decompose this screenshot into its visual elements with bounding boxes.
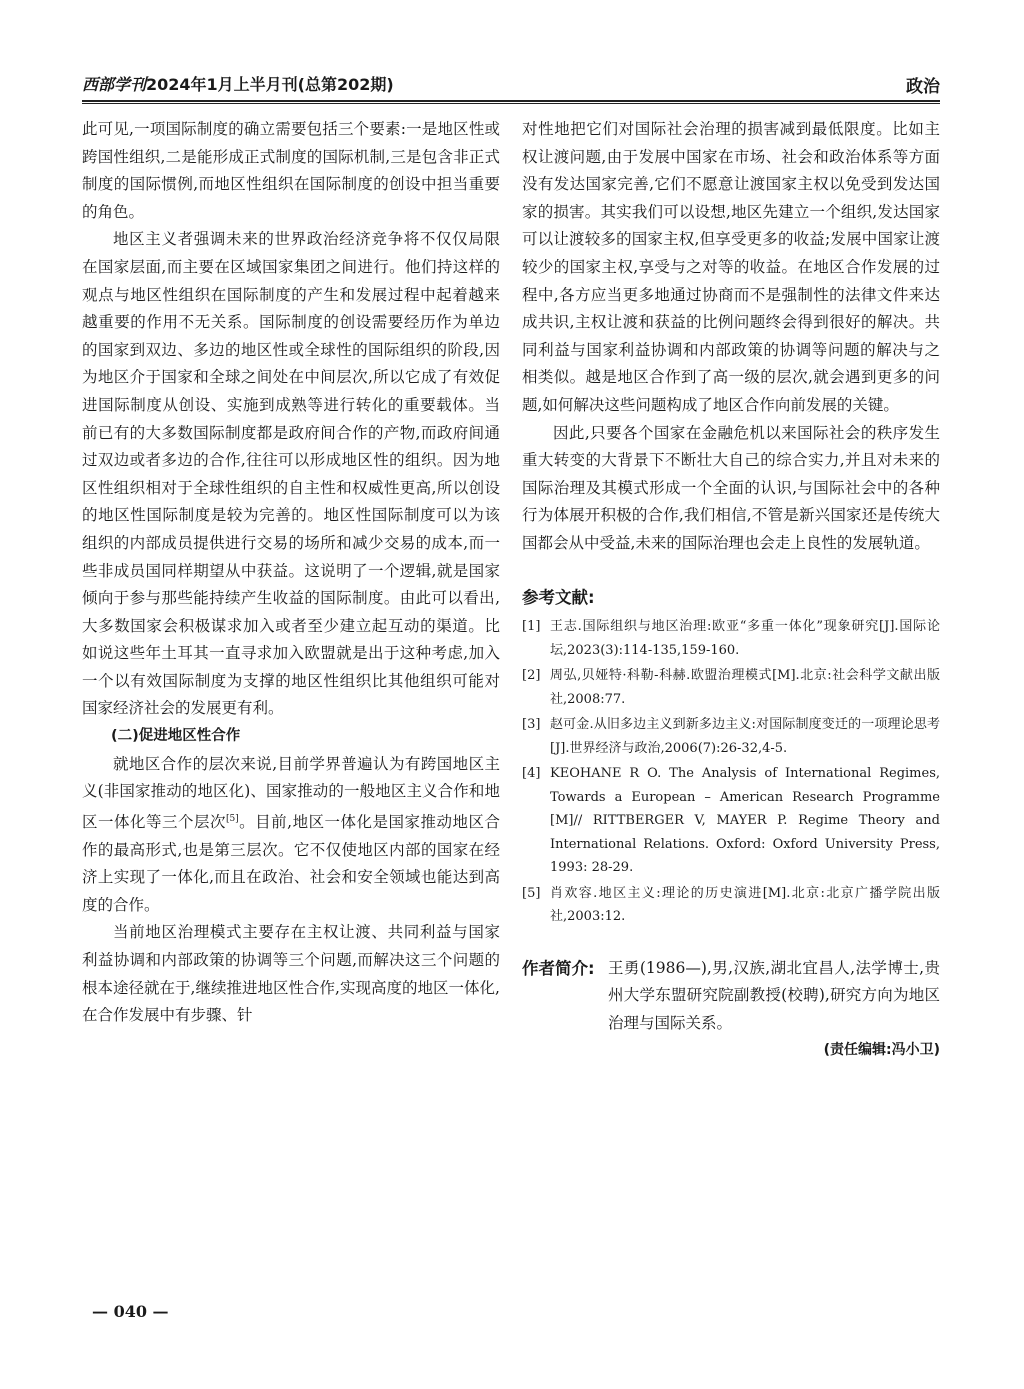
right-column [522, 116, 940, 1063]
reference-text: 王志.国际组织与地区治理:欧亚“多重一体化”现象研究[J].国际论坛,2023(3):114-135,159-160. [550, 619, 940, 658]
journal-issue: 2024年1月上半月刊(总第202期) [146, 75, 394, 94]
author-bio-label: 作者简介: [522, 958, 595, 978]
reference-item [522, 882, 940, 929]
reference-item [522, 615, 940, 662]
reference-text: 赵可金.从旧多边主义到新多边主义:对国际制度变迁的一项理论思考[J].世界经济与政治,2006(7):26-32,4-5. [550, 717, 940, 756]
paragraph: 地区主义者强调未来的世界政治经济竞争将不仅仅局限在国家层面,而主要在区域国家集团之间进行。他们持这样的观点与地区性组织在国际制度的产生和发展过程中起着越来越重要的作用不无关系。国际制度的创设需要经历作为单边的国家到双边、多边的地区性或全球性的国际组织的阶段,因为地区介于国家和全球之间处在中间层次,所以它成了有效促进国际制度从创设、实施到成熟等进行转化的重要载体。当前已有的大多数国际制度都是政府间合作的产物,而政府间通过双边或者多边的合作,往往可以形成地区性的组织。因为地区性组织相对于全球性组织的自主性和权威性更高,所以创设的地区性国际制度是较为完善的。地区性国际制度可以为该组织的内部成员提供进行交易的场所和减少交易的成本,而一些非成员国同样期望从中获益。这说明了一个逻辑,就是国家倾向于参与那些能持续产生收益的国际制度。由此可以看出,大多数国家会积极谋求加入或者至少建立起互动的渠道。比如说这些年土耳其一直寻求加入欧盟就是出于这种考虑,加入一个以有效国际制度为支撑的地区性组织比其他组织可能对国家经济社会的发展更有利。 [82, 230, 500, 718]
journal-masthead [82, 72, 394, 95]
reference-item [522, 713, 940, 760]
reference-number: [5] [522, 885, 541, 901]
section-label: 政治 [906, 77, 940, 97]
paragraph-text: 。目前,地区一体化是国家推动地区合作的最高形式,也是第三层次。它不仅使地区内部的国家在经济上实现了一体化,而且在政治、社会和安全领域也能达到高度的合作。 [82, 813, 500, 914]
journal-name: 西部学刊 [82, 75, 147, 94]
header-rule-thin [82, 103, 940, 104]
section-subheading: (二)促进地区性合作 [111, 728, 241, 745]
page-header [82, 62, 940, 102]
paragraph: 当前地区治理模式主要存在主权让渡、共同利益与国家利益协调和内部政策的协调等三个问题,而解决这三个问题的根本途径就在于,继续推进地区性合作,实现高度的地区一体化,在合作发展中有步骤、针 [82, 923, 500, 1025]
page-number: — 040 — [92, 1302, 169, 1321]
references-title: 参考文献: [522, 587, 595, 607]
reference-item [522, 664, 940, 711]
reference-number: [3] [522, 717, 541, 733]
reference-text: 周弘,贝娅特·科勒-科赫.欧盟治理模式[M].北京:社会科学文献出版社,2008:77. [550, 668, 940, 707]
author-bio [522, 955, 940, 1038]
citation-marker: [5] [225, 813, 239, 824]
reference-text: 肖欢容.地区主义:理论的历史演进[M].北京:北京广播学院出版社,2003:12. [550, 885, 940, 925]
paragraph-text: 就地区合作的层次来说,目前学界普遍认为有跨国地区主义(非国家推动的地区化)、国家推动的一般地区主义合作和地区一体化等三个层次 [82, 754, 500, 831]
reference-number: [2] [522, 668, 541, 684]
references-list [522, 615, 940, 929]
paragraph: 对性地把它们对国际社会治理的损害减到最低限度。比如主权让渡问题,由于发展中国家在市场、社会和政治体系等方面没有发达国家完善,它们不愿意让渡国家主权以免受到发达国家的损害。其实我们可以设想,地区先建立一个组织,发达国家可以让渡较多的国家主权,但享受更多的收益;发展中国家让渡较少的国家主权,享受与之对等的收益。在地区合作发展的过程中,各方应当更多地通过协商而不是强制性的法律文件来达成共识,主权让渡和获益的比例问题终会得到很好的解决。共同利益与国家利益协调和内部政策的协调等问题的解决与之相类似。越是地区合作到了高一级的层次,就会遇到更多的问题,如何解决这些问题构成了地区合作向前发展的关键。 [522, 120, 940, 414]
reference-text: KEOHANE R O. The Analysis of International Regimes, Towards a European – American Research Programme [M]// RITTBERGER V, MAYER P. Regime Theory and International Relations. Oxford: Oxford University Press, 1993: 28-29. [550, 766, 940, 876]
author-bio-text: 王勇(1986—),男,汉族,湖北宜昌人,法学博士,贵州大学东盟研究院副教授(校聘),研究方向为地区治理与国际关系。 [608, 958, 940, 1032]
reference-number: [1] [522, 619, 541, 635]
responsible-editor: (责任编辑:冯小卫) [823, 1042, 940, 1059]
paragraph: 因此,只要各个国家在金融危机以来国际社会的秩序发生重大转变的大背景下不断壮大自己的综合实力,并且对未来的国际治理及其模式形成一个全面的认识,与国际社会中的各种行为体展开积极的合作,我们相信,不管是新兴国家还是传统大国都会从中受益,未来的国际治理也会走上良性的发展轨道。 [522, 423, 940, 552]
paragraph: 此可见,一项国际制度的确立需要包括三个要素:一是地区性或跨国性组织,二是能形成正式制度的国际机制,三是包含非正式制度的国际惯例,而地区性组织在国际制度的创设中担当重要的角色。 [82, 120, 500, 221]
left-column [82, 116, 500, 1030]
header-rule [82, 100, 940, 102]
reference-number: [4] [522, 766, 541, 782]
reference-item [522, 762, 940, 880]
paragraph [82, 751, 500, 920]
